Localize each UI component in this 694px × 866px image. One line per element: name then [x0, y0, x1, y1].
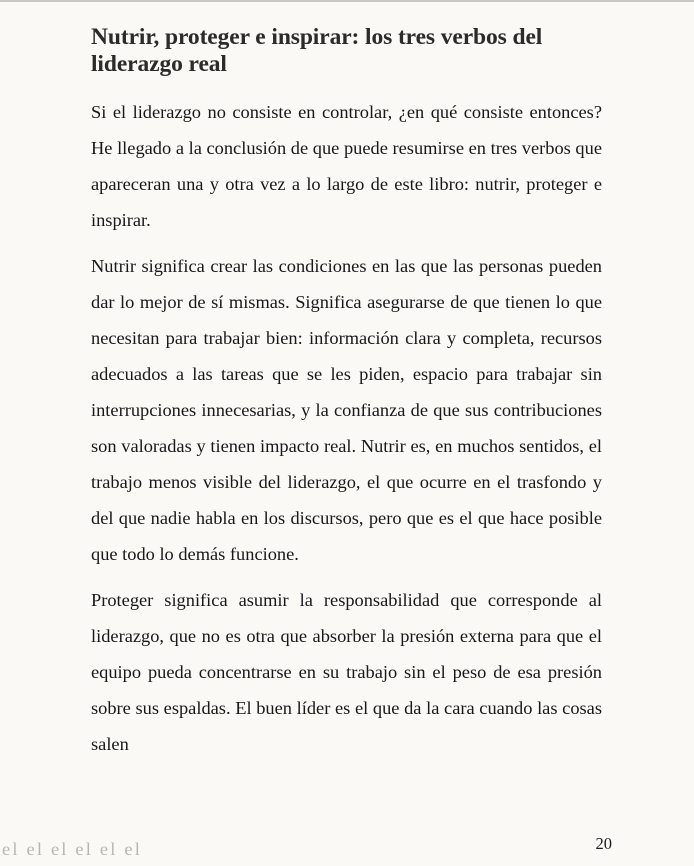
page-content	[91, 24, 602, 762]
body-paragraph: Nutrir significa crear las condiciones en las que las personas pueden dar lo mejor de sí mismas. Significa asegurarse de que tienen lo que necesitan para trabajar bien: información clara y completa, recursos adecuados a las tareas que se les piden, espacio para trabajar sin interrupciones innecesarias, y la confianza de que sus contribuciones son valoradas y tienen impacto real. Nutrir es, en muchos sentidos, el trabajo menos visible del liderazgo, el que ocurre en el trasfondo y del que nadie habla en los discursos, pero que es el que hace posible que todo lo demás funcione.	[91, 256, 602, 564]
clipped-next-line: el el el el el el	[2, 839, 143, 859]
page-number: 20	[595, 834, 612, 853]
page-title: Nutrir, proteger e inspirar: los tres verbos del liderazgo real	[91, 24, 543, 77]
page-top-rule	[0, 0, 694, 2]
body-paragraph: Proteger significa asumir la responsabilidad que corresponde al liderazgo, que no es otra que absorber la presión externa para que el equipo pueda concentrarse en su trabajo sin el peso de esa presión sobre sus espaldas. El buen líder es el que da la cara cuando las cosas salen	[91, 590, 602, 754]
body-paragraph: Si el liderazgo no consiste en controlar, ¿en qué consiste entonces? He llegado a la conclusión de que puede resumirse en tres verbos que apareceran una y otra vez a lo largo de este libro: nutrir, proteger e inspirar.	[91, 102, 602, 230]
